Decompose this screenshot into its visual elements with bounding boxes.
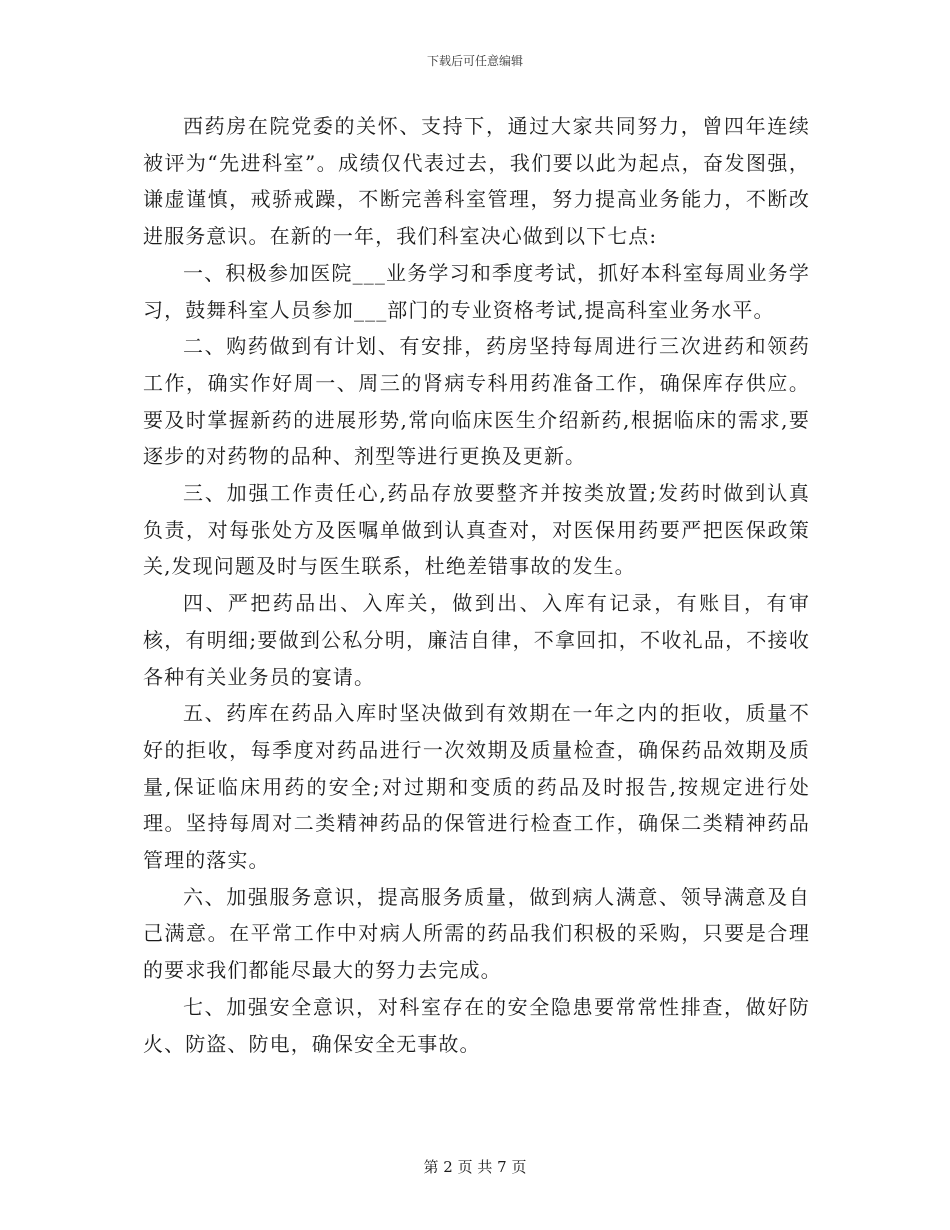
document-body bbox=[143, 108, 810, 1062]
paragraph-item-6: 六、加强服务意识，提高服务质量，做到病人满意、领导满意及自己满意。在平常工作中对病人所需的药品我们积极的采购，只要是合理的要求我们都能尽最大的努力去完成。 bbox=[143, 884, 810, 983]
page-number: 第 2 页 共 7 页 bbox=[423, 1158, 527, 1176]
paragraph-intro: 西药房在院党委的关怀、支持下，通过大家共同努力，曾四年连续被评为“先进科室”。成绩仅代表过去，我们要以此为起点，奋发图强，谦虚谨慎，戒骄戒躁，不断完善科室管理，努力提高业务能力，不断改进服务意识。在新的一年，我们科室决心做到以下七点: bbox=[143, 114, 810, 249]
header-note: 下载后可任意编辑 bbox=[426, 54, 523, 68]
paragraph-item-3: 三、加强工作责任心,药品存放要整齐并按类放置;发药时做到认真负责，对每张处方及医嘱单做到认真查对，对医保用药要严把医保政策关,发现问题及时与医生联系，杜绝差错事故的发生。 bbox=[143, 481, 810, 579]
paragraph-item-4: 四、严把药品出、入库关，做到出、入库有记录，有账目，有审核，有明细;要做到公私分明，廉洁自律，不拿回扣，不收礼品，不接收各种有关业务员的宴请。 bbox=[143, 591, 810, 689]
paragraph-item-5: 五、药库在药品入库时坚决做到有效期在一年之内的拒收，质量不好的拒收，每季度对药品进行一次效期及质量检查，确保药品效期及质量,保证临床用药的安全;对过期和变质的药品及时报告,按规定进行处理。坚持每周对二类精神药品的保管进行检查工作，确保二类精神药品管理的落实。 bbox=[143, 701, 810, 873]
paragraph-item-1: 一、积极参加医院___业务学习和季度考试，抓好本科室每周业务学习，鼓舞科室人员参加___部门的专业资格考试,提高科室业务水平。 bbox=[143, 260, 810, 322]
paragraph-item-2: 二、购药做到有计划、有安排，药房坚持每周进行三次进药和领药工作，确实作好周一、周三的肾病专科用药准备工作，确保库存供应。要及时掌握新药的进展形势,常向临床医生介绍新药,根据临床的需求,要逐步的对药物的品种、剂型等进行更换及更新。 bbox=[143, 334, 810, 469]
paragraph-item-7: 七、加强安全意识，对科室存在的安全隐患要常常性排查，做好防火、防盗、防电，确保安全无事故。 bbox=[143, 994, 810, 1056]
